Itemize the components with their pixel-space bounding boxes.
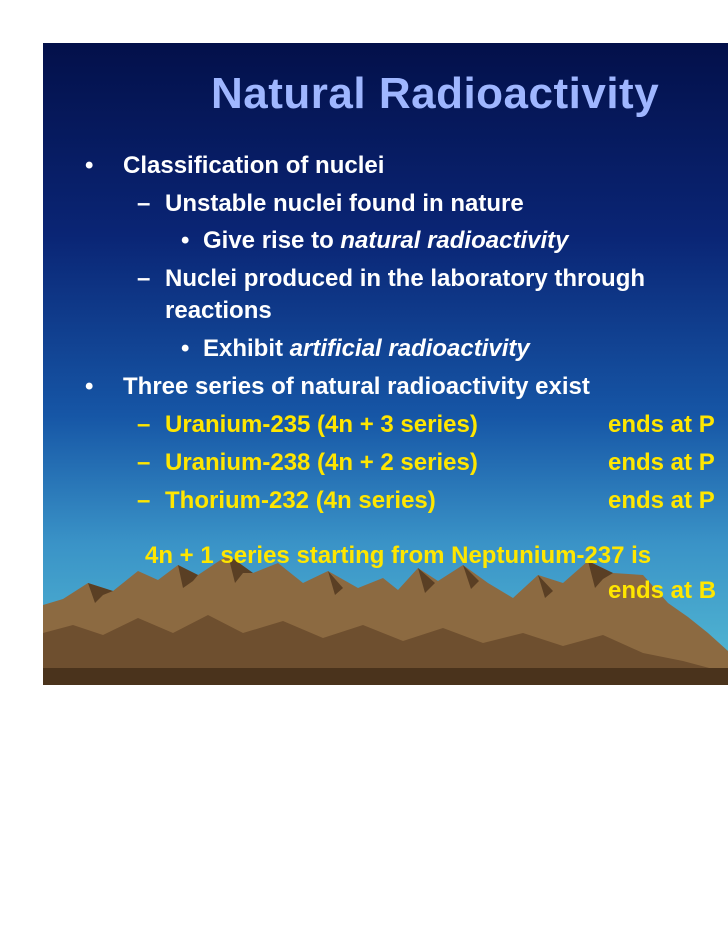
bullet-marker: • xyxy=(85,373,94,400)
subsubitem-artificial-radioactivity xyxy=(181,334,530,364)
series-thorium-232 xyxy=(137,486,728,516)
bullet-marker: • xyxy=(85,152,94,179)
series-name: 4n + 1 series starting from Neptunium-237 is xyxy=(145,542,652,569)
series-uranium-235 xyxy=(137,410,728,440)
bullet-classification xyxy=(85,151,384,181)
series-end: ends at B xyxy=(608,577,717,604)
subsubitem-text: Give rise to xyxy=(203,227,341,254)
dash-marker: – xyxy=(137,487,151,514)
series-neptunium-end xyxy=(608,576,716,606)
dash-marker: – xyxy=(137,190,151,217)
subitem-continuation xyxy=(165,296,272,326)
subitem-text: Unstable nuclei found in nature xyxy=(165,190,524,217)
emphasis-text: natural radioactivity xyxy=(340,227,569,254)
continuation-text: reactions xyxy=(165,297,272,324)
series-end: ends at P xyxy=(608,449,715,476)
bullet-three-series xyxy=(85,372,590,402)
subitem-text: Nuclei produced in the laboratory through xyxy=(165,265,646,292)
series-name: Uranium-238 (4n + 2 series) xyxy=(165,449,478,476)
bullet-marker: • xyxy=(181,335,190,362)
subsubitem-text: Exhibit xyxy=(203,335,290,362)
dash-marker: – xyxy=(137,449,151,476)
slide xyxy=(43,43,728,685)
emphasis-text: artificial radioactivity xyxy=(289,335,530,362)
series-neptunium-237 xyxy=(145,541,651,571)
subitem-lab-nuclei xyxy=(137,264,645,294)
series-name: Thorium-232 (4n series) xyxy=(165,487,436,514)
series-end: ends at P xyxy=(608,487,715,514)
series-end: ends at P xyxy=(608,411,715,438)
bullet-marker: • xyxy=(181,227,190,254)
bullet-text: Three series of natural radioactivity exist xyxy=(123,373,590,400)
series-uranium-238 xyxy=(137,448,728,478)
dash-marker: – xyxy=(137,265,151,292)
slide-title: Natural Radioactivity xyxy=(211,69,660,118)
dash-marker: – xyxy=(137,411,151,438)
subsubitem-natural-radioactivity xyxy=(181,226,568,256)
bullet-text: Classification of nuclei xyxy=(123,152,385,179)
subitem-unstable-nuclei xyxy=(137,189,524,219)
series-name: Uranium-235 (4n + 3 series) xyxy=(165,411,478,438)
